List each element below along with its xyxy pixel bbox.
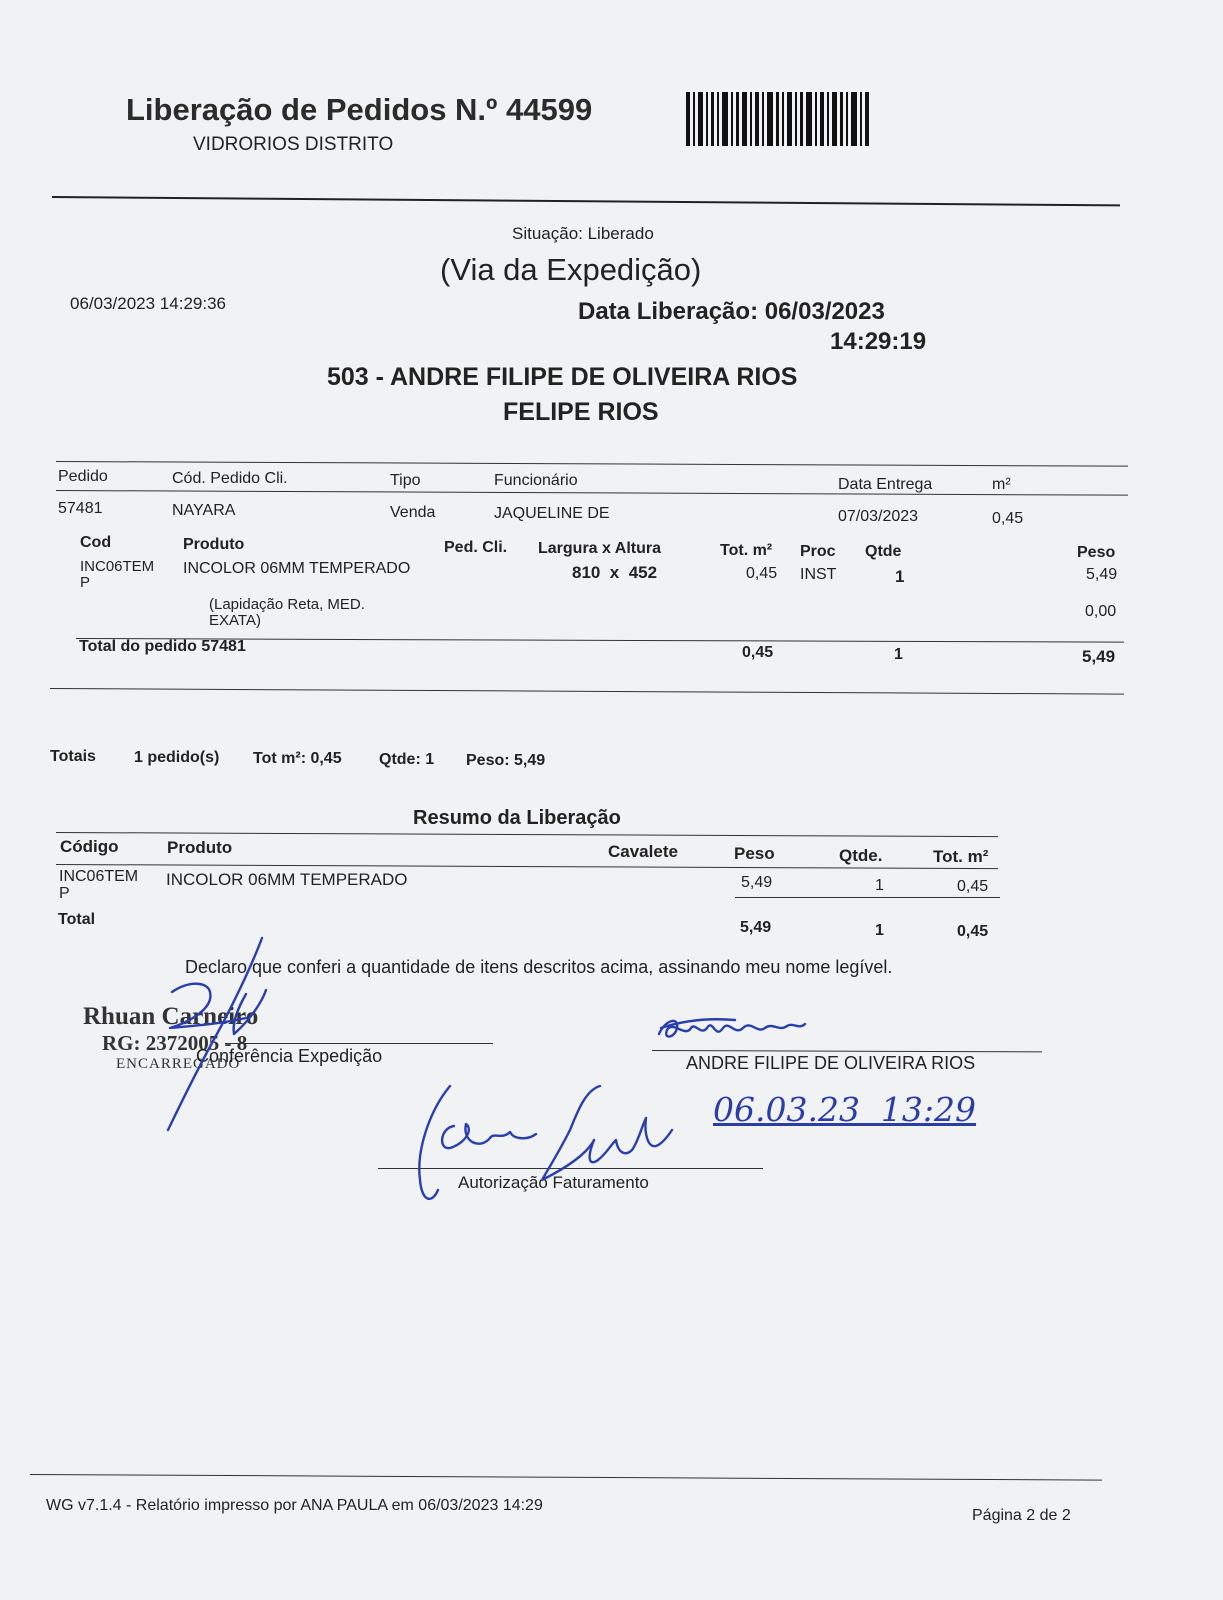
- order-header-rule: [56, 490, 1128, 496]
- order-total-peso: 5,49: [1082, 647, 1116, 666]
- via-label: (Via da Expedição): [440, 252, 702, 287]
- autorizacao-signature: [410, 1070, 680, 1210]
- conferencia-signature: [130, 930, 310, 1140]
- col-header-funcionario: Funcionário: [494, 472, 578, 489]
- resumo-header-produto: Produto: [167, 838, 233, 857]
- footer-page-number: Página 2 de 2: [972, 1507, 1071, 1524]
- item-code-line1: INC06TEM: [80, 558, 155, 575]
- item-header-peso: Peso: [1077, 544, 1116, 561]
- resumo-header-qtde: Qtde.: [839, 846, 883, 865]
- order-total-qtde: 1: [894, 646, 903, 663]
- client-order-code: NAYARA: [172, 502, 236, 519]
- item-processing-line1: (Lapidação Reta, MED.: [209, 596, 365, 613]
- item-header-tot-m2: Tot. m²: [720, 542, 773, 559]
- item-header-qtde: Qtde: [865, 543, 902, 560]
- declaration-text: Declaro que conferi a quantidade de itens descritos acima, assinando meu nome legível.: [185, 957, 893, 977]
- item-header-produto: Produto: [183, 536, 245, 553]
- delivery-date: 07/03/2023: [838, 508, 919, 525]
- resumo-code-line1: INC06TEM: [59, 868, 139, 885]
- resumo-peso: 5,49: [741, 874, 773, 891]
- resumo-title: Resumo da Liberação: [413, 807, 621, 829]
- item-tot-m2: 0,45: [746, 565, 778, 582]
- item-proc: INST: [800, 566, 837, 583]
- resumo-header-tot-m2: Tot. m²: [933, 847, 989, 866]
- header-divider: [52, 196, 1120, 206]
- totals-label: Totais: [50, 748, 96, 765]
- order-number: 57481: [58, 500, 103, 517]
- col-header-pedido: Pedido: [58, 468, 108, 485]
- release-date: Data Liberação: 06/03/2023: [578, 298, 885, 325]
- stamp-name: Rhuan Carneiro: [83, 1003, 259, 1030]
- footer-printed-by: WG v7.1.4 - Relatório impresso por ANA PAULA em 06/03/2023 14:29: [46, 1497, 543, 1514]
- resumo-top-rule: [56, 832, 998, 837]
- resumo-total-qtde: 1: [875, 922, 884, 939]
- item-product: INCOLOR 06MM TEMPERADO: [183, 560, 411, 577]
- item-qtde: 1: [895, 567, 905, 586]
- barcode: [686, 92, 872, 146]
- item-dimensions: 810 x 452: [572, 563, 658, 582]
- col-header-m2: m²: [992, 476, 1011, 493]
- resumo-tot-m2: 0,45: [957, 878, 989, 895]
- resumo-total-rule: [735, 897, 1000, 898]
- order-table-bottom-rule: [50, 688, 1124, 695]
- stamp-rg: RG: 2372005 - 8: [102, 1031, 248, 1055]
- order-total-m2: 0,45: [742, 644, 774, 661]
- order-m2: 0,45: [992, 510, 1024, 527]
- employee: JAQUELINE DE: [494, 505, 610, 522]
- item-header-largura-altura: Largura x Altura: [538, 540, 661, 557]
- order-type: Venda: [390, 504, 436, 521]
- handwritten-date: 06.03.23 13:29: [713, 1090, 977, 1129]
- totals-peso: Peso: 5,49: [466, 752, 546, 769]
- col-header-tipo: Tipo: [390, 472, 421, 489]
- status-label: Situação: Liberado: [512, 224, 654, 243]
- company-name: VIDRORIOS DISTRITO: [193, 134, 394, 155]
- col-header-cod-pedido-cli: Cód. Pedido Cli.: [172, 470, 288, 487]
- item-code-line2: P: [80, 574, 91, 591]
- item-header-ped-cli: Ped. Cli.: [444, 539, 508, 556]
- footer-rule: [30, 1474, 1102, 1481]
- client-signature-name: ANDRE FILIPE DE OLIVEIRA RIOS: [686, 1053, 976, 1073]
- totals-orders: 1 pedido(s): [134, 749, 220, 766]
- resumo-header-codigo: Código: [60, 837, 119, 856]
- sub-item-peso: 0,00: [1085, 603, 1117, 620]
- totals-qtde: Qtde: 1: [379, 751, 435, 768]
- resumo-code-line2: P: [59, 885, 70, 902]
- order-table-top-rule: [56, 461, 1128, 467]
- resumo-total-label: Total: [58, 911, 96, 928]
- order-total-label: Total do pedido 57481: [79, 638, 246, 655]
- page-title: Liberação de Pedidos N.º 44599: [126, 92, 593, 127]
- resumo-header-peso: Peso: [734, 844, 775, 863]
- resumo-product: INCOLOR 06MM TEMPERADO: [166, 870, 408, 889]
- print-datetime: 06/03/2023 14:29:36: [70, 294, 226, 313]
- resumo-header-cavalete: Cavalete: [608, 842, 678, 861]
- client-nickname: FELIPE RIOS: [503, 398, 659, 426]
- item-processing-line2: EXATA): [209, 612, 261, 629]
- resumo-qtde: 1: [875, 877, 884, 894]
- resumo-total-peso: 5,49: [740, 919, 772, 936]
- client-name: 503 - ANDRE FILIPE DE OLIVEIRA RIOS: [327, 363, 798, 391]
- release-time: 14:29:19: [830, 328, 927, 355]
- client-signature-line: [652, 1050, 1042, 1052]
- item-peso: 5,49: [1086, 566, 1118, 583]
- totals-m2: Tot m²: 0,45: [253, 750, 342, 767]
- resumo-total-tot-m2: 0,45: [957, 923, 989, 940]
- stamp-role: ENCARREGADO: [116, 1056, 241, 1072]
- autorizacao-label: Autorização Faturamento: [458, 1173, 649, 1192]
- client-signature: [655, 1010, 825, 1050]
- item-header-proc: Proc: [800, 543, 836, 560]
- conferencia-label: Conferência Expedição: [196, 1046, 383, 1066]
- item-header-cod: Cod: [80, 534, 112, 551]
- col-header-data-entrega: Data Entrega: [838, 476, 933, 493]
